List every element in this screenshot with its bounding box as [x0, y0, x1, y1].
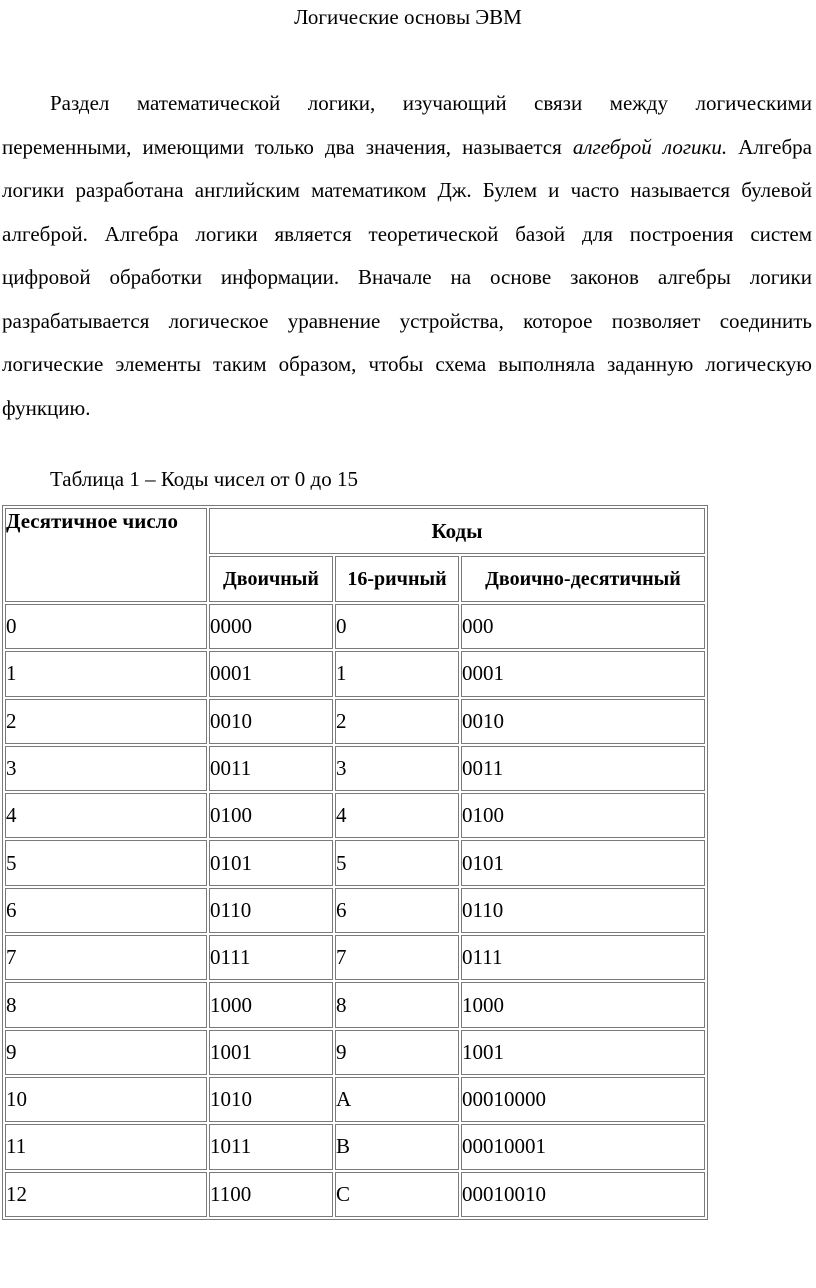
- cell-hex: 2: [335, 699, 459, 744]
- codes-table: [2, 505, 708, 1220]
- cell-hex: 4: [335, 793, 459, 838]
- cell-bcd: 0111: [461, 935, 705, 980]
- cell-bcd: 00010000: [461, 1077, 705, 1122]
- cell-decimal: 1: [5, 651, 207, 696]
- cell-bcd: 0011: [461, 746, 705, 791]
- cell-bcd: 0100: [461, 793, 705, 838]
- cell-decimal: 12: [5, 1172, 207, 1217]
- cell-binary: 0100: [209, 793, 333, 838]
- table-row: [5, 604, 705, 649]
- table-row: [5, 888, 705, 933]
- cell-binary: 1011: [209, 1124, 333, 1169]
- paragraph-italic-term: алгеброй логики.: [572, 134, 728, 159]
- cell-hex: C: [335, 1172, 459, 1217]
- cell-hex: 3: [335, 746, 459, 791]
- cell-hex: B: [335, 1124, 459, 1169]
- document-title: Логические основы ЭВМ: [294, 5, 522, 29]
- table-row: [5, 651, 705, 696]
- cell-decimal: 2: [5, 699, 207, 744]
- cell-binary: 0000: [209, 604, 333, 649]
- cell-hex: 7: [335, 935, 459, 980]
- cell-hex: 5: [335, 840, 459, 885]
- table-row: [5, 1172, 705, 1217]
- cell-binary: 1000: [209, 982, 333, 1027]
- cell-decimal: 8: [5, 982, 207, 1027]
- cell-hex: A: [335, 1077, 459, 1122]
- table-row: [5, 746, 705, 791]
- cell-binary: 1100: [209, 1172, 333, 1217]
- table-body: [5, 604, 705, 1217]
- cell-decimal: 11: [5, 1124, 207, 1169]
- cell-decimal: 6: [5, 888, 207, 933]
- cell-hex: 1: [335, 651, 459, 696]
- cell-binary: 1010: [209, 1077, 333, 1122]
- cell-decimal: 10: [5, 1077, 207, 1122]
- cell-binary: 0111: [209, 935, 333, 980]
- paragraph-text-end: Алгебра логики разработана английским математиком Дж. Булем и часто называется булевой алгеброй. Алгебра логики является теоретической базой для построения систем цифровой обработки информации. Вначале на основе законов алгебры логики разрабатывается логическое уравнение устройства, которое позволяет соединить логические элементы таким образом, чтобы схема выполняла заданную логическую функцию.: [2, 134, 813, 420]
- cell-bcd: 1001: [461, 1030, 705, 1075]
- cell-bcd: 0101: [461, 840, 705, 885]
- cell-decimal: 3: [5, 746, 207, 791]
- header-decimal: Десятичное число: [5, 508, 207, 602]
- cell-binary: 0110: [209, 888, 333, 933]
- cell-binary: 0101: [209, 840, 333, 885]
- cell-binary: 0001: [209, 651, 333, 696]
- cell-bcd: 0001: [461, 651, 705, 696]
- table-row: [5, 1077, 705, 1122]
- cell-hex: 8: [335, 982, 459, 1027]
- cell-decimal: 9: [5, 1030, 207, 1075]
- header-hex: 16-ричный: [335, 556, 459, 602]
- cell-hex: 6: [335, 888, 459, 933]
- cell-decimal: 7: [5, 935, 207, 980]
- cell-decimal: 0: [5, 604, 207, 649]
- header-codes: Коды: [209, 508, 705, 554]
- cell-bcd: 0110: [461, 888, 705, 933]
- table-row: [5, 793, 705, 838]
- table-header-row: [5, 508, 705, 554]
- cell-bcd: 0010: [461, 699, 705, 744]
- table-row: [5, 699, 705, 744]
- cell-binary: 0011: [209, 746, 333, 791]
- header-binary: Двоичный: [209, 556, 333, 602]
- table-row: [5, 982, 705, 1027]
- cell-bcd: 000: [461, 604, 705, 649]
- cell-binary: 0010: [209, 699, 333, 744]
- table-row: [5, 840, 705, 885]
- cell-decimal: 4: [5, 793, 207, 838]
- cell-decimal: 5: [5, 840, 207, 885]
- cell-bcd: 00010010: [461, 1172, 705, 1217]
- cell-hex: 0: [335, 604, 459, 649]
- body-paragraph: [2, 82, 812, 430]
- cell-bcd: 00010001: [461, 1124, 705, 1169]
- table-row: [5, 1030, 705, 1075]
- cell-hex: 9: [335, 1030, 459, 1075]
- table-row: [5, 1124, 705, 1169]
- header-bcd: Двоично-десятичный: [461, 556, 705, 602]
- cell-binary: 1001: [209, 1030, 333, 1075]
- table-row: [5, 935, 705, 980]
- cell-bcd: 1000: [461, 982, 705, 1027]
- paragraph-text-start: Раздел математической логики, изучающий связи между логическими переменными, имеющими только два значения, называется: [2, 91, 812, 159]
- table-caption: Таблица 1 – Коды чисел от 0 до 15: [50, 467, 358, 491]
